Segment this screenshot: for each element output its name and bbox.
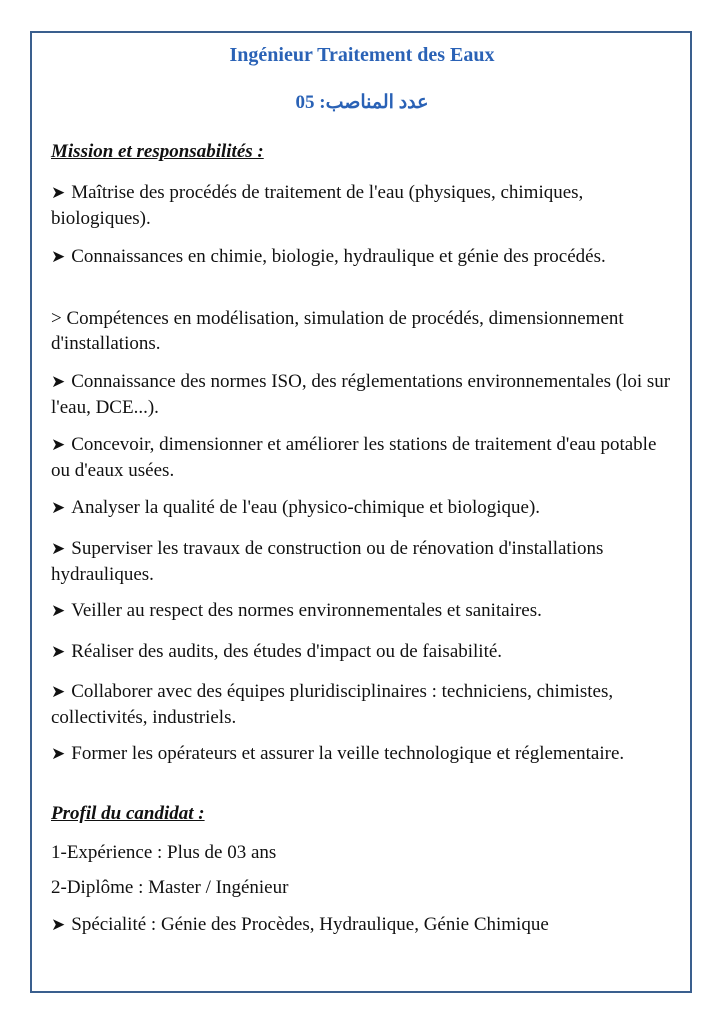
- mission-item: [51, 598, 676, 624]
- profile-item: [51, 840, 676, 865]
- profile-item-text: 2-Diplôme : Master / Ingénieur: [51, 877, 289, 898]
- mission-item-text: > Compétences en modélisation, simulation de procédés, dimensionnement d'installations.: [51, 308, 624, 354]
- mission-item-text: Connaissance des normes ISO, des réglementations environnementales (loi sur l'eau, DCE...).: [51, 371, 671, 418]
- job-title: Ingénieur Traitement des Eaux: [229, 44, 495, 66]
- mission-item: [51, 306, 676, 356]
- mission-item: [51, 180, 676, 231]
- arrow-bullet-icon: ➤: [51, 642, 66, 662]
- mission-item-text: Concevoir, dimensionner et améliorer les stations de traitement d'eau potable ou d'eaux usées.: [51, 434, 657, 481]
- mission-item: [51, 432, 676, 483]
- profile-heading: Profil du candidat :: [51, 803, 205, 824]
- arrow-bullet-icon: ➤: [51, 601, 66, 621]
- profile-item: [51, 875, 676, 900]
- mission-heading: Mission et responsabilités :: [51, 141, 264, 162]
- arrow-bullet-icon: ➤: [51, 183, 66, 203]
- mission-item-text: Veiller au respect des normes environnementales et sanitaires.: [71, 600, 542, 621]
- arrow-bullet-icon: ➤: [51, 372, 66, 392]
- arrow-bullet-icon: ➤: [51, 915, 66, 935]
- arrow-bullet-icon: ➤: [51, 682, 66, 702]
- arrow-bullet-icon: ➤: [51, 498, 66, 518]
- profile-item-text: Spécialité : Génie des Procèdes, Hydraulique, Génie Chimique: [71, 914, 549, 935]
- arrow-bullet-icon: ➤: [51, 247, 66, 267]
- mission-item: [51, 536, 676, 587]
- mission-item-text: Former les opérateurs et assurer la veille technologique et réglementaire.: [71, 743, 625, 764]
- mission-item-text: Analyser la qualité de l'eau (physico-chimique et biologique).: [71, 497, 541, 518]
- positions-count: عدد المناصب: 05: [295, 92, 429, 113]
- mission-item-text: Collaborer avec des équipes pluridisciplinaires : techniciens, chimistes, collectivités, industriels.: [51, 681, 614, 728]
- mission-item-text: Réaliser des audits, des études d'impact ou de faisabilité.: [71, 641, 503, 662]
- mission-item: [51, 495, 676, 521]
- mission-item: [51, 639, 676, 665]
- mission-item-text: Connaissances en chimie, biologie, hydraulique et génie des procédés.: [71, 246, 606, 267]
- mission-item: [51, 369, 676, 420]
- profile-item: [51, 912, 676, 938]
- mission-item-text: Maîtrise des procédés de traitement de l'eau (physiques, chimiques, biologiques).: [51, 182, 584, 229]
- mission-item-text: Superviser les travaux de construction ou de rénovation d'installations hydrauliques.: [51, 538, 604, 585]
- arrow-bullet-icon: ➤: [51, 744, 66, 764]
- mission-item: [51, 679, 676, 730]
- arrow-bullet-icon: ➤: [51, 539, 66, 559]
- arrow-bullet-icon: ➤: [51, 435, 66, 455]
- profile-item-text: 1-Expérience : Plus de 03 ans: [51, 842, 277, 863]
- mission-item: [51, 741, 676, 767]
- mission-item: [51, 244, 676, 270]
